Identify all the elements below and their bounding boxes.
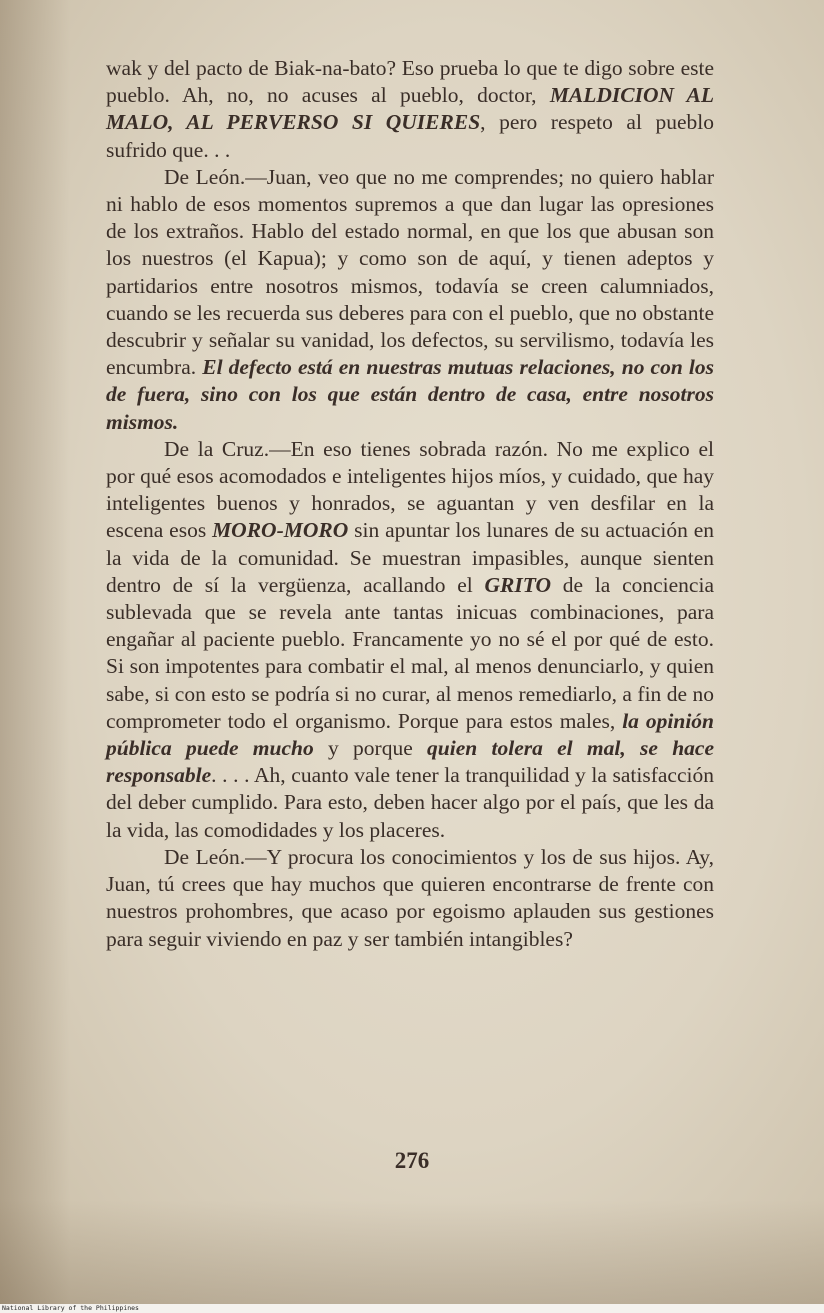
run-italic: la opinión pública puede mucho <box>106 708 714 761</box>
run: . . . . Ah, cuanto vale tener la tranquilidad y la satisfacción del deber cumplido. Para esto, deben hacer algo por el país, que les da la vida, las comodidades y los placeres. <box>106 763 714 842</box>
library-credit: National Library of the Philippines <box>2 1304 139 1312</box>
paragraph-4 <box>106 844 714 953</box>
run: De León.—Juan, veo que no me comprendes; no quiero hablar ni hablo de esos momentos supremos a que dan lugar las opresiones de los extraños. Hablo del estado normal, en que los que abusan son los nuestros (el Kapua); y como son de aquí, y tienen adeptos y partidarios entre nosotros mismos, todavía se creen calumniados, cuando se les recuerda sus deberes para con el pueblo, que no obstante descubrir y señalar su vanidad, los defectos, su servilismo, todavía les encumbra. <box>106 164 714 380</box>
run-italic: GRITO <box>484 572 552 597</box>
run-italic: MALDICION AL MALO, AL PERVERSO SI QUIERES <box>106 83 714 135</box>
run-italic: MORO-MORO <box>212 518 349 543</box>
paragraph-3 <box>106 436 714 844</box>
run: de la conciencia sublevada que se revela ante tantas inicuas combinaciones, para engañar al paciente pueblo. Francamente yo no sé el por qué de esto. Si son impotentes para combatir el mal, al menos denunciarlo, y quien sabe, si con esto se podría si no curar, al menos remediarlo, a fin de no comprometer todo el organismo. Porque para estos males, <box>106 572 714 733</box>
page-number: 276 <box>394 1148 430 1173</box>
run: y porque <box>313 736 428 761</box>
body-text <box>106 55 714 953</box>
page-shadow-left <box>0 0 70 1304</box>
run: sin apuntar los lunares de su actuación en la vida de la comunidad. Se muestran impasibles, aunque sienten dentro de sí la vergüenza, acallando el <box>106 518 714 597</box>
page-shadow-bottom <box>0 1200 824 1304</box>
run: wak y del pacto de Biak-na-bato? Eso prueba lo que te digo sobre este pueblo. Ah, no, no acuses al pueblo, doctor, <box>106 56 714 108</box>
run-italic: quien tolera el mal, se hace responsable <box>106 736 715 788</box>
run: De León.—Y procura los conocimientos y los de sus hijos. Ay, Juan, tú crees que hay muchos que quieren encontrarse de frente con nuestros prohombres, que acaso por egoismo aplauden sus gestiones para seguir viviendo en paz y ser también intangibles? <box>106 844 714 951</box>
paragraph-1 <box>106 55 714 164</box>
run: De la Cruz.—En eso tienes sobrada razón. No me explico el por qué esos acomodados e inteligentes hijos míos, y cuidado, que hay inteligentes buenos y honrados, se aguantan y ven desfilar en la escena esos <box>106 436 714 543</box>
paragraph-2 <box>106 164 714 436</box>
run-italic: El defecto está en nuestras mutuas relaciones, no con los de fuera, sino con los que están dentro de casa, entre nosotros mismos. <box>106 355 714 434</box>
run: , pero respeto al pueblo sufrido que. . . <box>106 110 714 162</box>
